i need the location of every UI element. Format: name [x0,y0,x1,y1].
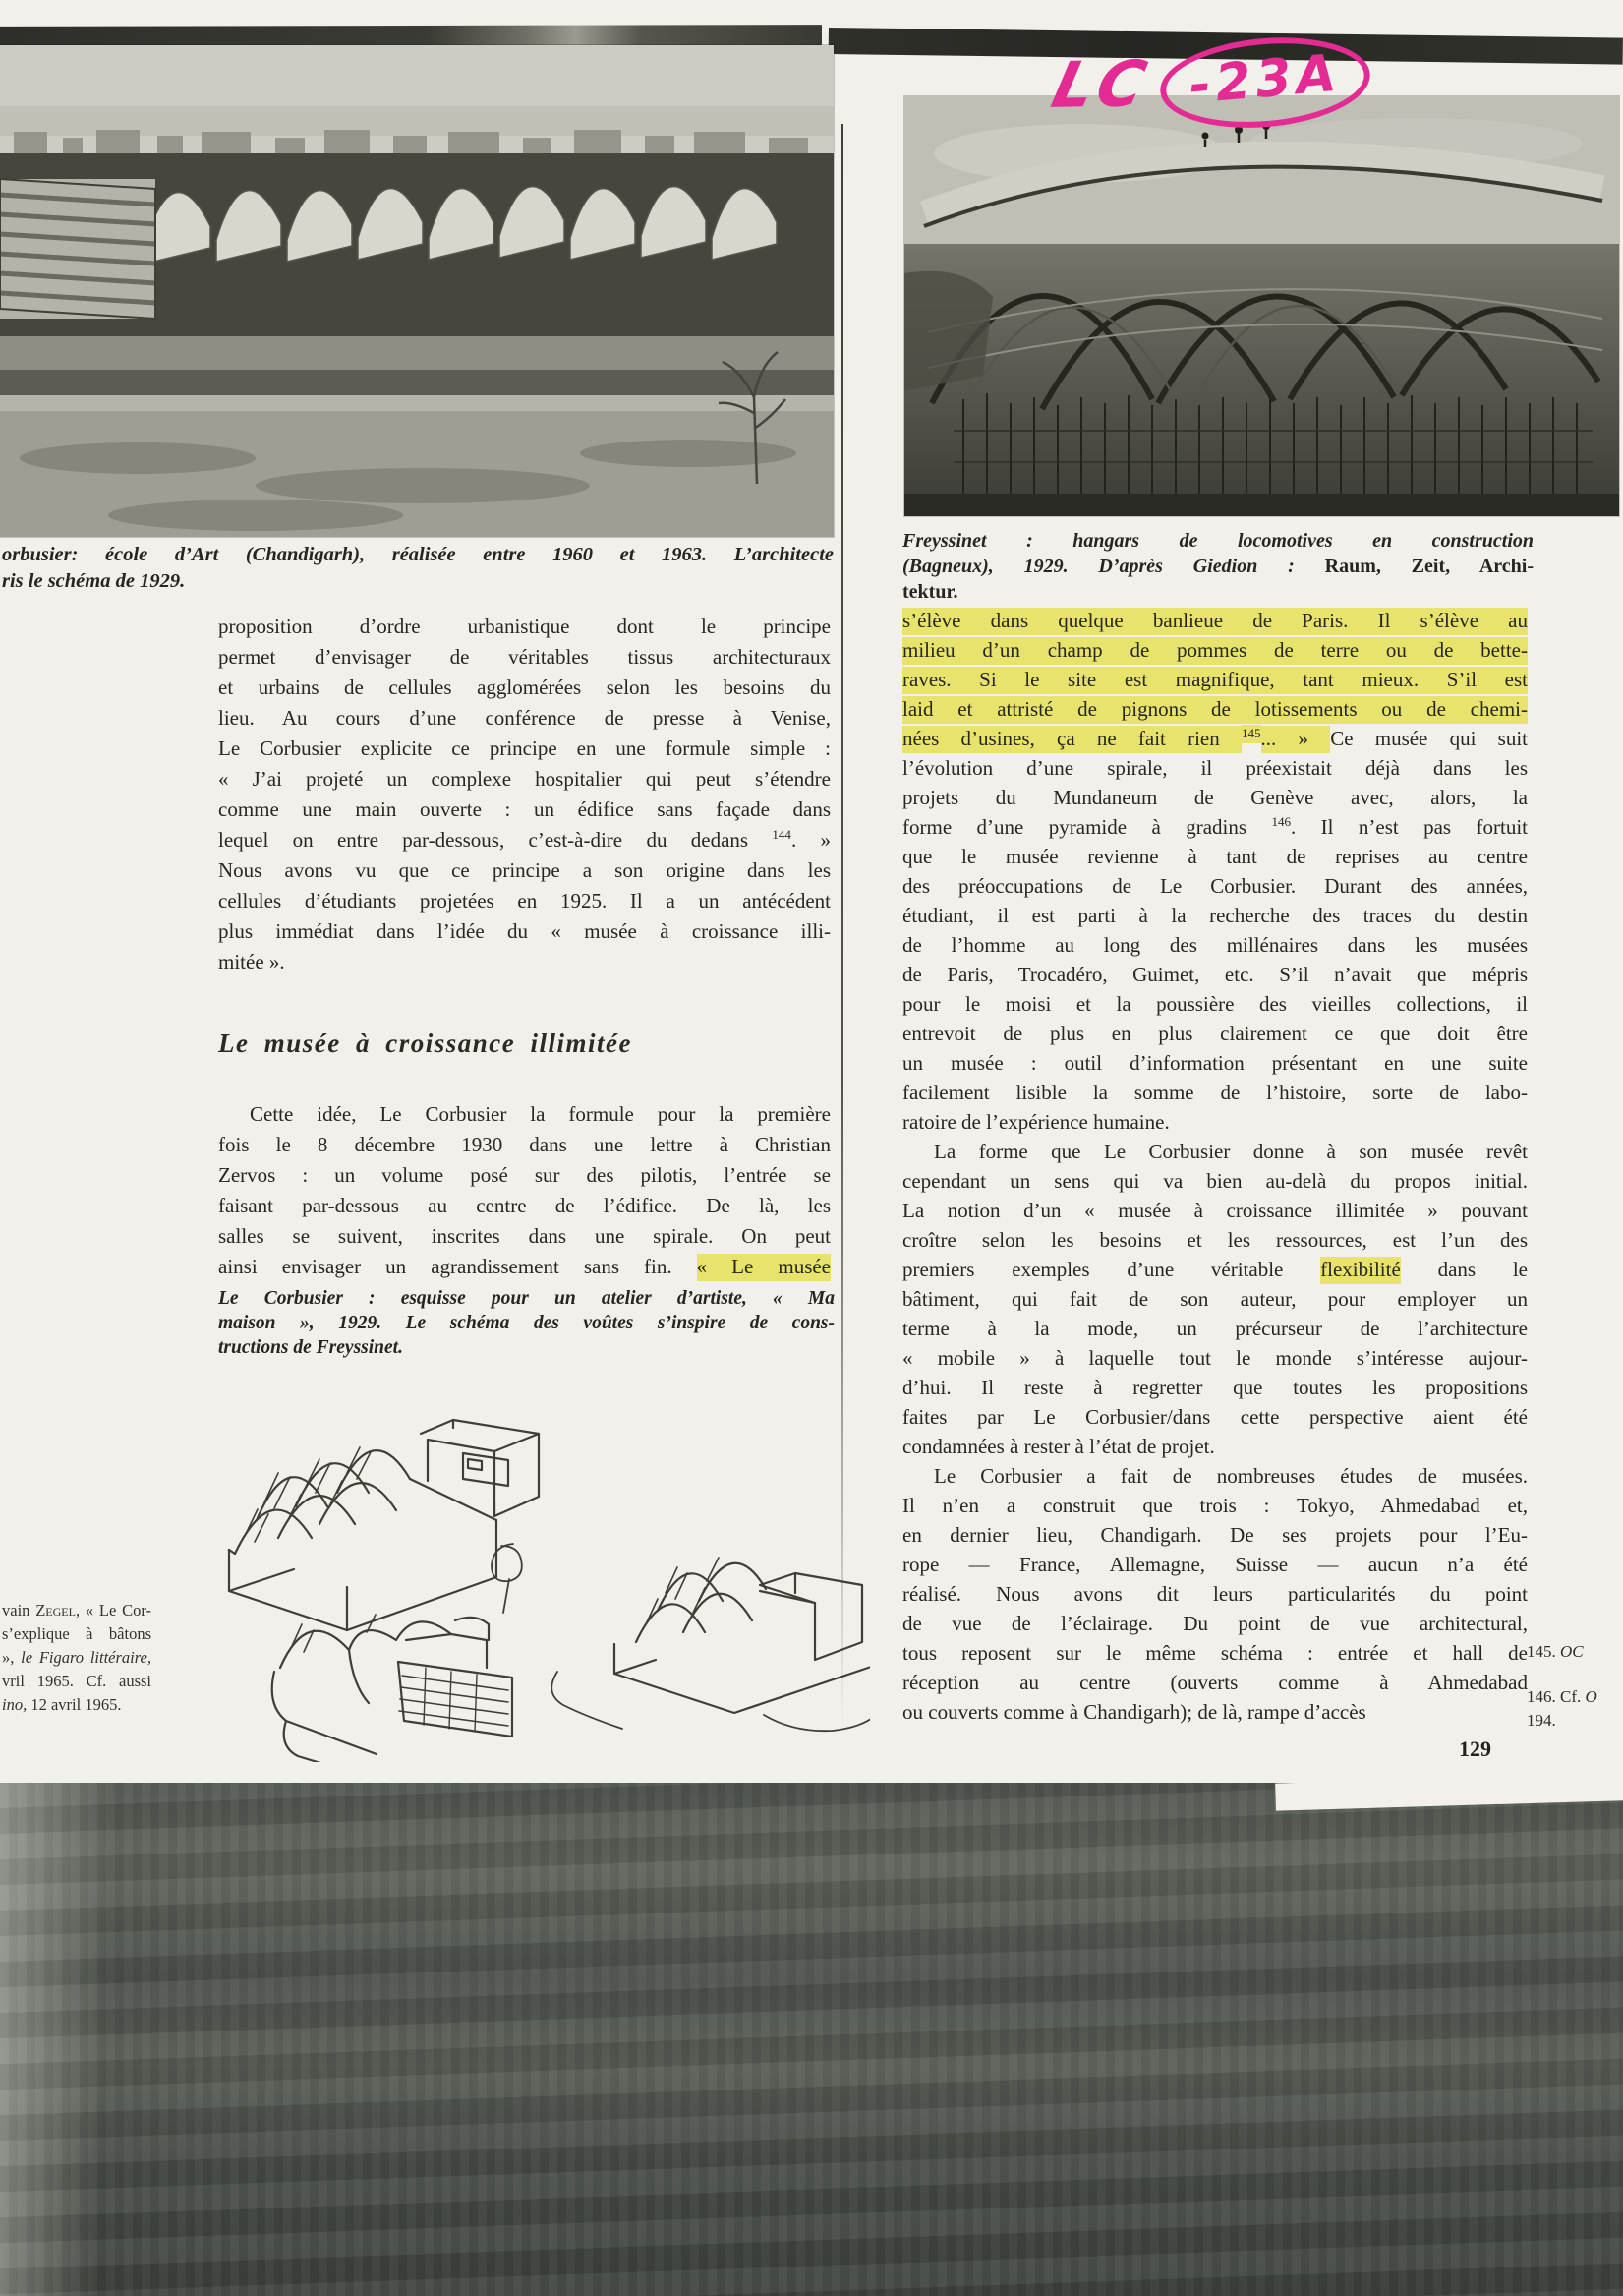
text-line: Nous avons vu que ce principe a son origine dans les [218,858,831,882]
road-light [0,395,834,411]
text-line: Le Corbusier : esquisse pour un atelier d’artiste, « Ma [218,1288,835,1309]
text-line: bâtiment, qui fait de son auteur, pour employer un [902,1287,1528,1311]
text-line: nées d’usines, ça ne fait rien $^{145}$... » Ce musée qui suit [902,724,1528,753]
text-line: vril 1965. Cf. aussi [2,1672,151,1690]
text-line: mitée ». [218,950,285,973]
text-line: ratoire de l’expérience humaine. [902,1110,1170,1134]
text-line: La forme que Le Corbusier donne à son musée revêt [934,1140,1528,1163]
text-line: vain Zegel, « Le Cor- [2,1601,151,1619]
text-line: de l’homme au long des millénaires dans les musées [902,933,1528,957]
text-line: maison », 1929. Le schéma des voûtes s’inspire de cons- [218,1313,835,1333]
text-line: s’élève dans quelque banlieue de Paris. Il s’élève au [902,606,1528,635]
text-line: milieu d’un champ de pommes de terre ou de bette- [902,635,1528,665]
text-line: des préoccupations de Le Corbusier. Durant des années, [902,874,1528,898]
text-line: réalisé. Nous avons dit leurs particularités du point [902,1582,1528,1606]
text-line: plus immédiat dans l’idée du « musée à croissance illi- [218,919,831,943]
text-line: Le Corbusier a fait de nombreuses études de musées. [934,1464,1528,1488]
text-line: lieu. Au cours d’une conférence de presse à Venise, [218,706,831,730]
corbusier-sketches [182,1369,870,1762]
text-line: forme d’une pyramide à gradins $^{146}$. Il n’est pas fortuit [902,814,1528,839]
ground [904,494,1619,516]
text-line: ou couverts comme à Chandigarh); de là, rampe d’accès [902,1700,1366,1724]
text-line: 145. OC [1527,1642,1584,1661]
text-line: tous reposent sur le même schéma : entrée et hall de [902,1641,1528,1665]
annotation-circled-number: -23A [1156,29,1373,136]
text-line: que le musée revienne à tant de reprises au centre [902,845,1528,868]
left-photo-caption [2,542,834,595]
photo-right-hangar [904,96,1619,516]
text-line: rope — France, Allemagne, Suisse — aucun n’a été [902,1553,1528,1576]
text-line: tektur. [902,581,958,603]
text-line: de Paris, Trocadéro, Guimet, etc. S’il n’avait que mépris [902,963,1528,986]
text-line: salles se suivent, inscrites dans une spirale. On peut [218,1224,831,1248]
text-line: « mobile » à laquelle tout le monde s’intéresse aujour- [902,1346,1528,1370]
text-line: un musée : outil d’information présentant en une suite [902,1051,1528,1075]
text-line: », le Figaro littéraire, [2,1648,152,1667]
scan-edge-strip-left [0,25,822,47]
text-line: 194. [1527,1711,1556,1730]
text-line: de vue de l’éclairage. Du point de vue architectural, [902,1612,1528,1635]
text-line: La notion d’un « musée à croissance illimitée » pouvant [902,1199,1528,1222]
text-line: Zervos : un volume posé sur des pilotis, l’entrée se [218,1163,831,1187]
sketch-caption [218,1286,835,1360]
photo-chandigarh-art-school [0,45,834,537]
text-line: 146. Cf. O [1527,1687,1597,1706]
text-line: laid et attristé de pignons de lotissements ou de chemi- [902,694,1528,724]
mid-ground [0,336,834,372]
text-line: fois le 8 décembre 1930 dans une lettre à Christian [218,1133,831,1156]
text-line: l’évolution d’une spirale, il préexistait déjà dans les [902,756,1528,780]
text-line: entrevoit de plus en plus clairement ce que doit être [902,1022,1528,1045]
text-line: en dernier lieu, Chandigarh. De ses projets pour l’Eu- [902,1523,1528,1547]
text-line: projets du Mundaneum de Genève avec, alors, la [902,786,1528,809]
photo-freyssinet-hangars [904,96,1619,516]
text-line: Il n’en a construit que trois : Tokyo, Ahmedabad et, [902,1494,1528,1517]
text-line: premiers exemples d’une véritable flexibilité dans le [902,1255,1528,1284]
striped-building [0,179,155,319]
sketch-atelier-3 [272,1615,512,1762]
text-line: condamnées à rester à l’état de projet. [902,1435,1215,1458]
left-column-paragraph-1 [218,612,831,977]
text-line: pour le moisi et la poussière des vieilles collections, il [902,992,1528,1016]
text-line: d’hui. Il reste à regretter que toutes les propositions [902,1376,1528,1399]
right-column-text [902,606,1528,1727]
text-line: réception au centre (ouverts comme à Ahmedabad [902,1671,1528,1694]
text-line: proposition d’ordre urbanistique dont le principe [218,615,831,638]
text-line: ino, 12 avril 1965. [2,1695,122,1714]
text-line: croître selon les besoins et les ressources, est l’un des [902,1228,1528,1252]
text-line: comme une main ouverte : un édifice sans façade dans [218,797,831,821]
text-line: faites par Le Corbusier/dans cette perspective aient été [902,1405,1528,1429]
text-line: raves. Si le site est magnifique, tant mieux. S’il est [902,665,1528,694]
left-column-paragraph-2 [218,1099,831,1282]
sketch-atelier-1 [229,1420,539,1630]
text-line: facilement lisible la somme de l’histoire, sorte de labo- [902,1081,1528,1104]
text-line: tructions de Freyssinet. [218,1337,403,1358]
annotation-code: LC [1045,47,1157,123]
right-photo-caption [902,528,1534,605]
text-line: terme à la mode, un précurseur de l’architecture [902,1317,1528,1340]
text-line: (Bagneux), 1929. D’après Giedion : Raum, Zeit, Archi- [902,556,1535,577]
text-line: Freyssinet : hangars de locomotives en construction [902,530,1534,552]
text-line: s’explique à bâtons [2,1624,151,1643]
text-line: orbusier: école d’Art (Chandigarh), réalisée entre 1960 et 1963. L’architecte [2,544,834,565]
text-line: étudiant, il est parti à la recherche des traces du destin [902,904,1528,927]
text-line: Le Corbusier explicite ce principe en une formule simple : [218,736,831,760]
text-line: permet d’envisager de véritables tissus architecturaux [218,645,831,669]
text-line: et urbains de cellules agglomérées selon les besoins du [218,676,831,699]
page-number: 129 [1459,1737,1491,1761]
section-heading: Le musée à croissance illimitée [218,1029,632,1058]
text-line: ris le schéma de 1929. [2,570,186,592]
photo-left-art [0,45,834,537]
dark-mass [904,271,993,391]
margin-footnotes-145-146 [1527,1640,1623,1733]
text-line: cependant un sens qui va bien au-delà du propos initial. [902,1169,1528,1193]
text-line: cellules d’étudiants projetées en 1925. Il a un antécédent [218,889,831,913]
text-line: Cette idée, Le Corbusier la formule pour la première [250,1102,831,1126]
margin-footnote-144 [2,1599,151,1717]
handwritten-annotation [1045,36,1370,131]
text-line: lequel on entre par-dessous, c’est-à-dire du dedans $^{144}$. » [218,827,832,852]
text-line: faisant par-dessous au centre de l’édifice. De là, les [218,1194,831,1217]
text-line: ainsi envisager un agrandissement sans fin. « Le musée [218,1252,831,1282]
sketch-atelier-2 [492,1544,870,1731]
road-shadow [0,370,834,395]
bottom-photo-strip [0,1783,1623,2296]
text-line: « J’ai projeté un complexe hospitalier qui peut s’étendre [218,767,831,791]
sketches-drawing [182,1369,870,1762]
